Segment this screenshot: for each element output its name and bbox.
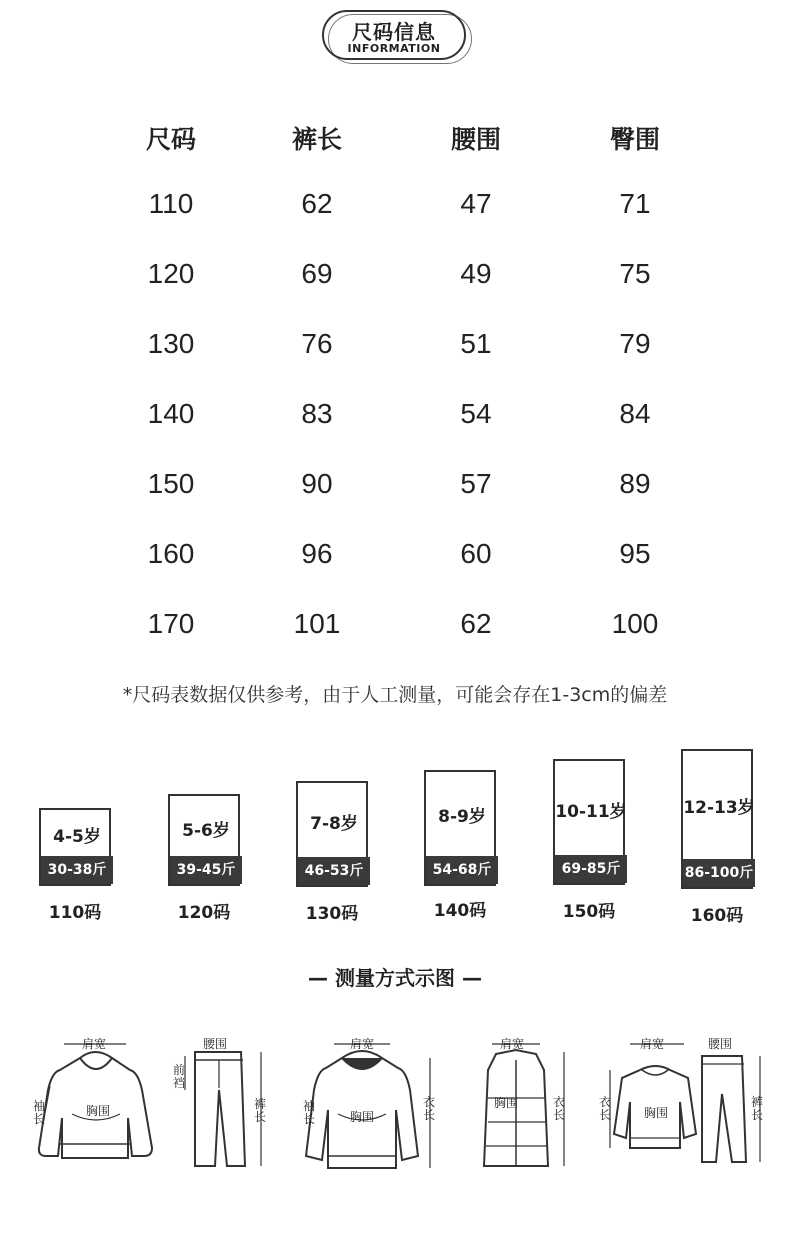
table-cell: 54 [460, 398, 492, 429]
table-header-waist: 腰围 [450, 125, 501, 154]
shoulder-width-label: 肩宽 [640, 1037, 665, 1051]
waist-label: 腰围 [708, 1037, 733, 1051]
age-label: 7-8岁 [310, 814, 358, 834]
size-code-label: 130码 [305, 904, 359, 924]
table-cell: 140 [147, 398, 195, 429]
pants-length-label: 裤长 [253, 1097, 266, 1124]
sleeve-length-label: 袖长 [302, 1099, 315, 1126]
table-header-hip: 臀围 [609, 125, 660, 154]
front-rise-label: 前裆 [172, 1063, 185, 1090]
chest-label: 胸围 [350, 1110, 375, 1124]
measurement-note: *尺码表数据仅供参考，由于人工测量，可能会存在1-3cm的偏差 [122, 684, 668, 706]
waist-label: 腰围 [203, 1037, 228, 1051]
table-cell: 49 [460, 258, 492, 289]
table-cell: 83 [301, 398, 333, 429]
hoodie-diagram [30, 1030, 160, 1180]
age-label: 8-9岁 [438, 807, 486, 827]
table-cell: 150 [147, 468, 195, 499]
age-size-card [39, 808, 111, 928]
weight-label: 69-85斤 [555, 855, 627, 883]
chest-label: 胸围 [494, 1096, 519, 1110]
size-code-label: 140码 [433, 901, 487, 921]
chest-label: 胸围 [86, 1104, 111, 1118]
top-length-label: 衣长 [422, 1095, 435, 1122]
table-cell: 170 [147, 608, 195, 639]
age-size-frame [39, 808, 111, 886]
shoulder-width-label: 肩宽 [82, 1037, 107, 1051]
table-header-pants-length: 裤长 [291, 125, 342, 154]
table-cell: 62 [460, 608, 492, 639]
table-cell: 62 [301, 188, 333, 219]
table-cell: 51 [460, 328, 492, 359]
weight-label: 39-45斤 [170, 856, 242, 884]
age-label: 12-13岁 [683, 798, 755, 818]
age-size-frame [424, 770, 496, 886]
header-title: 尺码信息 [352, 20, 436, 44]
weight-label: 46-53斤 [298, 857, 370, 885]
table-cell: 101 [293, 608, 341, 639]
age-label: 10-11岁 [555, 802, 627, 822]
header-subtitle: INFORMATION [347, 42, 441, 55]
table-cell: 69 [301, 258, 333, 289]
table-cell: 160 [147, 538, 195, 569]
shoulder-width-label: 肩宽 [350, 1037, 375, 1051]
age-size-card [168, 794, 240, 928]
age-size-card [424, 770, 496, 928]
pants-length-label: 裤长 [750, 1095, 763, 1122]
table-cell: 76 [301, 328, 333, 359]
table-cell: 110 [148, 188, 194, 219]
table-cell: 96 [301, 538, 333, 569]
age-size-card [296, 781, 368, 929]
sweatshirt-pants-set-icon [596, 1030, 776, 1180]
section-header [322, 10, 472, 64]
table-cell: 57 [460, 468, 492, 499]
table-cell: 60 [460, 538, 492, 569]
table-cell: 71 [619, 188, 651, 219]
chest-label: 胸围 [644, 1106, 669, 1120]
sleeve-length-label: 袖长 [32, 1099, 45, 1126]
table-cell: 90 [301, 468, 333, 499]
table-cell: 89 [619, 468, 651, 499]
age-label: 4-5岁 [53, 827, 101, 847]
jacket-icon [298, 1030, 438, 1180]
table-cell: 130 [147, 328, 195, 359]
age-size-card [553, 759, 625, 927]
shoulder-width-label: 肩宽 [500, 1037, 525, 1051]
pants-diagram [165, 1030, 275, 1180]
size-code-label: 120码 [177, 903, 231, 923]
table-cell: 84 [619, 398, 651, 429]
jacket-diagram [298, 1030, 438, 1180]
size-code-label: 160码 [690, 906, 744, 926]
weight-label: 30-38斤 [41, 856, 113, 884]
age-size-frame [553, 759, 625, 885]
age-size-frame [296, 781, 368, 887]
table-header-size: 尺码 [145, 125, 196, 154]
size-code-label: 110码 [48, 903, 102, 923]
age-label: 5-6岁 [182, 821, 230, 841]
table-cell: 79 [619, 328, 651, 359]
table-cell: 75 [619, 258, 651, 289]
weight-label: 54-68斤 [426, 856, 498, 884]
table-cell: 120 [147, 258, 195, 289]
age-size-card [681, 749, 753, 929]
table-cell: 47 [460, 188, 492, 219]
top-length-label: 衣长 [552, 1095, 565, 1122]
age-size-frame [168, 794, 240, 886]
vest-diagram [460, 1030, 580, 1180]
size-code-label: 150码 [562, 902, 616, 922]
age-size-frame [681, 749, 753, 889]
table-cell: 100 [611, 608, 659, 639]
measure-section-title: — 测量方式示图 — [308, 966, 482, 990]
table-cell: 95 [619, 538, 651, 569]
weight-label: 86-100斤 [683, 859, 755, 887]
set-diagram [596, 1030, 776, 1180]
top-length-label: 衣长 [598, 1095, 611, 1122]
